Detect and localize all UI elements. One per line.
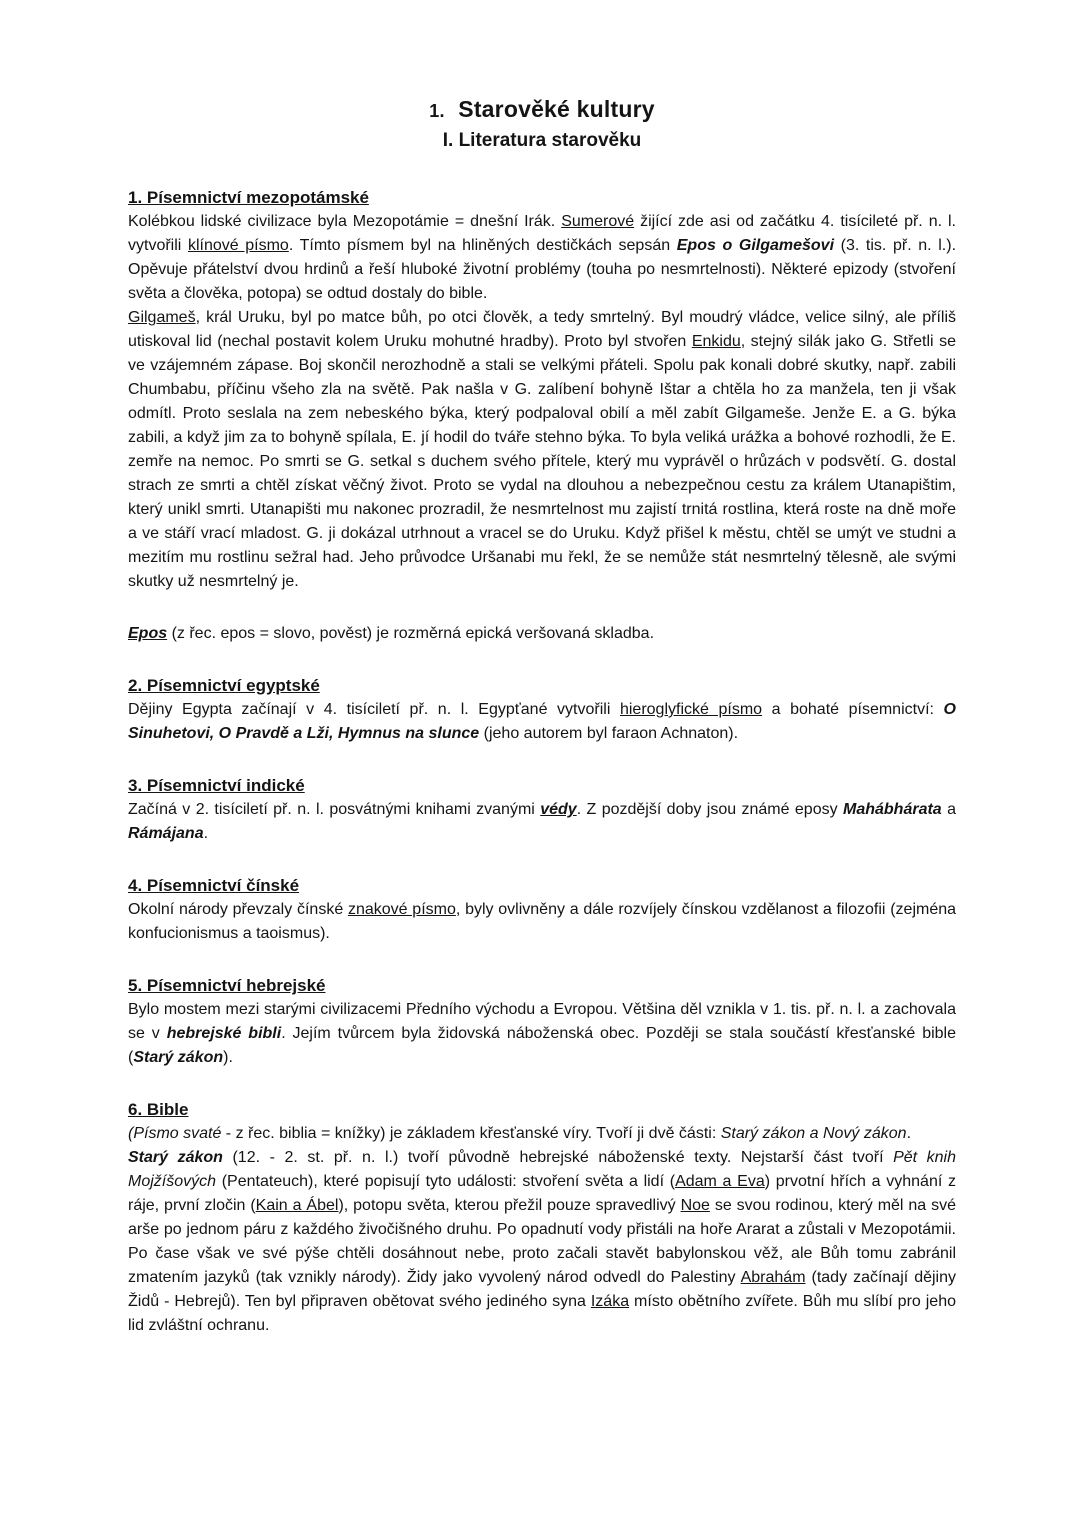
title-text: Starověké kultury [458, 96, 655, 122]
document-title [128, 96, 956, 123]
paragraph-mezopotamie-intro: Kolébkou lidské civilizace byla Mezopotámie = dnešní Irák. Sumerové žijící zde asi od začátku 4. tisícileté př. n. l. vytvořili klínové písmo. Tímto písmem byl na hliněných destičkách sepsán Epos o Gilgamešovi (3. tis. př. n. l.). Opěvuje přátelství dvou hrdinů a řeší hluboké životní problémy (touha po nesmrtelnosti). Některé epizody (stvoření světa a člověka, potopa) se odtud dostaly do bible. [128, 213, 957, 302]
section-bible [128, 1100, 956, 1338]
paragraph-hebrejske: Bylo mostem mezi starými civilizacemi Předního východu a Evropou. Většina děl vznikla v 1. tis. př. n. l. a zachovala se v hebrejské bibli. Jejím tvůrcem byla židovská náboženská obec. Později se stala součástí křesťanské bible (Starý zákon). [128, 1001, 956, 1066]
paragraph-indie: Začíná v 2. tisíciletí př. n. l. posvátnými knihami zvanými védy. Z pozdější doby jsou známé eposy Mahábhárata a Rámájana. [128, 801, 956, 842]
title-number: 1. [429, 101, 445, 121]
definition-epos: Epos (z řec. epos = slovo, pověst) je rozměrná epická veršovaná skladba. [128, 625, 655, 642]
paragraph-gilgames-story: Gilgameš, král Uruku, byl po matce bůh, po otci člověk, a tedy smrtelný. Byl moudrý vládce, velice silný, ale příliš utiskoval lid (nechal postavit kolem Uruku mohutné hradby). Proto byl stvořen Enkidu, stejný silák jako G. Střetli se ve vzájemném zápase. Boj skončil nerozhodně a stali se velkými přáteli. Spolu pak konali dobré skutky, např. zabili Chumbabu, příčinu všeho zla na světě. Pak našla v G. zalíbení bohyně Ištar a chtěla ho za manžela, ten ji však odmítl. Proto seslala na zem nebeského býka, který podpaloval obilí a měl zabít Gilgameše. Jenže E. a G. býka zabili, a když jim za to bohyně spílala, E. jí hodil do tváře stehno býka. To byla veliká urážka a bohové rozhodli, že E. zemře na nemoc. Po smrti se G. setkal s duchem svého přítele, který mu vyprávěl o hrůzách v podsvětí. G. dostal strach ze smrti a chtěl získat věčný život. Proto se vydal na dlouhou a nebezpečnou cestu za králem Utanapištim, který unikl smrti. Utanapišti mu nakonec prozradil, že nesmrtelnost mu zajistí trnitá rostlina, která roste na dně moře a ve stáří vrací mladost. G. ji dokázal utrhnout a vracel se do Uruku. Když přišel k městu, chtěl se umýt ve studni a mezitím mu rostlinu sežral had. Jeho průvodce Uršanabi mu řekl, že se nemůže stát nesmrtelný tělesně, ale svými skutky už nesmrtelný je. [128, 309, 956, 590]
paragraph-cina: Okolní národy převzaly čínské znakové písmo, byly ovlivněny a dále rozvíjely čínskou vzdělanost a filozofii (zejména konfucionismus a taoismus). [128, 901, 957, 942]
section-indicke [128, 776, 956, 846]
paragraph-stary-zakon: Starý zákon (12. - 2. st. př. n. l.) tvoří původně hebrejské náboženské texty. Nejstarší část tvoří Pět knih Mojžíšových (Pentateuch), které popisují tyto události: stvoření světa a lidí (Adam a Eva) prvotní hřích a vyhnání z ráje, první zločin (Kain a Ábel), potopu světa, kterou přežil pouze spravedlivý Noe se svou rodinou, který měl na své arše po jednom páru z každého živočišného druhu. Po opadnutí vody přistáli na hoře Ararat a zůstali v Mezopotámii. Po čase však ve své pýše chtěli dosáhnout nebe, proto začali stavět babylonskou věž, ale Bůh tomu zabránil zmatením jazyků (tak vznikly národy). Židy jako vyvolený národ odvedl do Palestiny Abrahám (tady začínají dějiny Židů - Hebrejů). Ten byl připraven obětovat svého jediného syna Izáka místo obětního zvířete. Bůh mu slíbí pro jeho lid zvláštní ochranu. [128, 1149, 957, 1334]
section-heading-bible: 6. Bible [128, 1100, 189, 1119]
section-heading-indicke: 3. Písemnictví indické [128, 776, 305, 795]
document-subtitle: I. Literatura starověku [442, 130, 642, 151]
paragraph-egypt: Dějiny Egypta začínají v 4. tisíciletí př. n. l. Egypťané vytvořili hieroglyfické písmo a bohaté písemnictví: O Sinuhetovi, O Pravdě a Lži, Hymnus na slunce (jeho autorem byl faraon Achnaton). [128, 701, 956, 742]
section-hebrejske [128, 976, 956, 1070]
section-heading-mezopotamske: 1. Písemnictví mezopotámské [128, 188, 369, 207]
section-heading-hebrejske: 5. Písemnictví hebrejské [128, 976, 326, 995]
section-cinske [128, 876, 956, 946]
section-heading-egyptske: 2. Písemnictví egyptské [128, 676, 320, 695]
document-header [128, 96, 956, 152]
section-egyptske [128, 676, 956, 746]
paragraph-bible-intro: (Písmo svaté - z řec. biblia = knížky) je základem křesťanské víry. Tvoří ji dvě části: Starý zákon a Nový zákon. [128, 1125, 912, 1142]
section-mezopotamske [128, 188, 956, 646]
section-heading-cinske: 4. Písemnictví čínské [128, 876, 300, 895]
